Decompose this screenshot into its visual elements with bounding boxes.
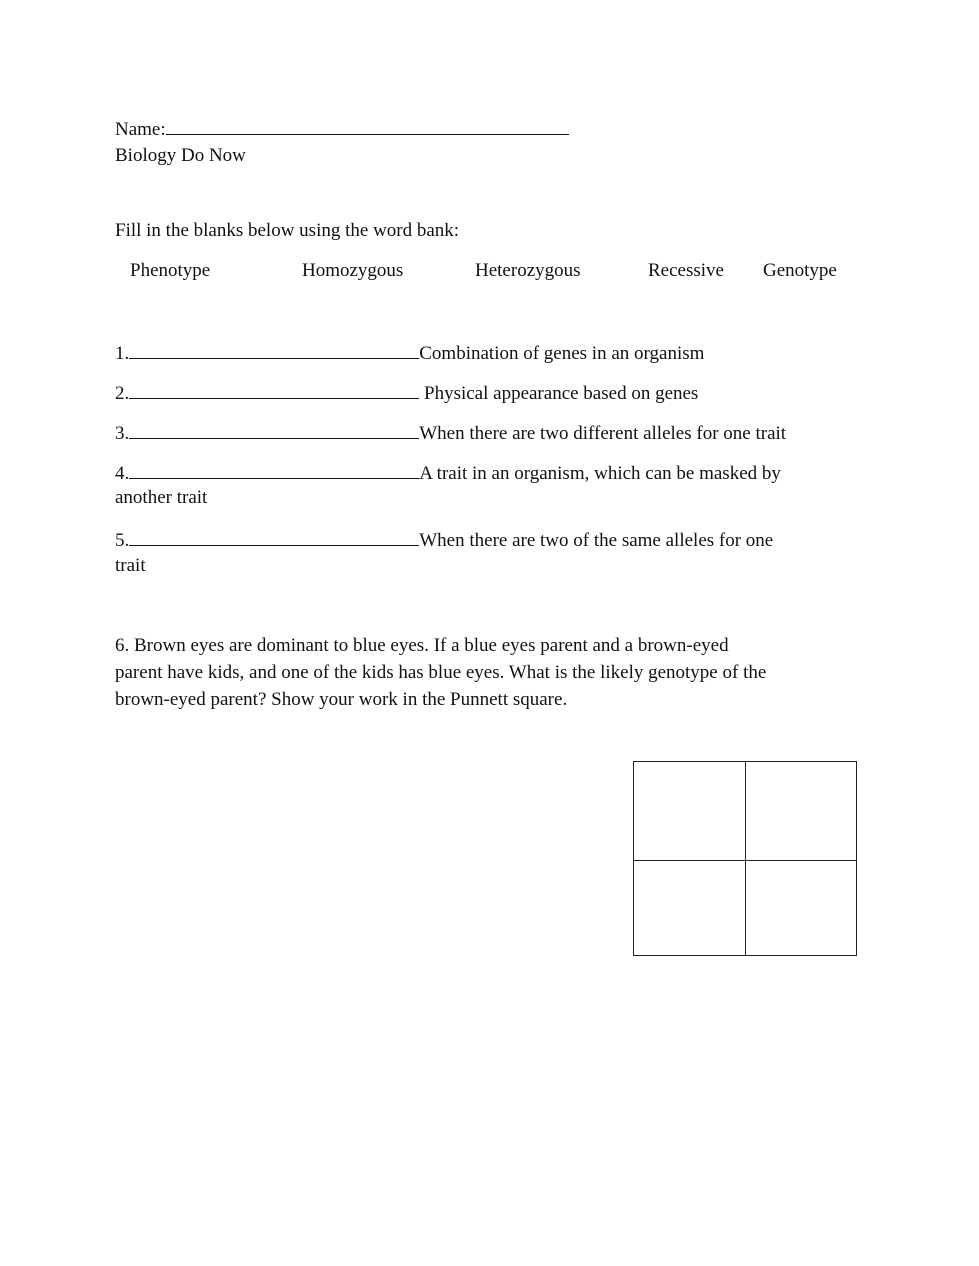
question-number: 4. [115,463,130,484]
punnett-cell[interactable] [746,861,857,959]
punnett-cell[interactable] [634,861,745,959]
question-text: When there are two of the same alleles for one [419,530,774,551]
question-number: 5. [115,530,130,551]
name-blank[interactable] [166,117,569,135]
answer-blank[interactable] [129,421,419,439]
word-bank-item: Genotype [763,260,837,281]
question-text: A trait in an organism, which can be masked by [419,463,781,484]
answer-blank[interactable] [129,528,419,546]
punnett-cell[interactable] [746,762,857,860]
word-bank-item: Phenotype [130,260,211,281]
question-6-line-2: parent have kids, and one of the kids has blue eyes. What is the likely genotype of the [115,662,767,683]
word-bank-item: Recessive [648,260,724,281]
question-4-continuation: another trait [115,487,208,508]
word-bank-item: Homozygous [302,260,404,281]
question-number: 2. [115,383,130,404]
word-bank-item: Heterozygous [475,260,581,281]
instructions: Fill in the blanks below using the word bank: [115,220,460,241]
worksheet-subtitle: Biology Do Now [115,145,246,166]
question-number: 1. [115,343,130,364]
question-2 [115,381,698,403]
question-6-line-3: brown-eyed parent? Show your work in the Punnett square. [115,689,568,710]
question-5 [115,528,773,550]
question-6-line-1: 6. Brown eyes are dominant to blue eyes. If a blue eyes parent and a brown-eyed [115,635,729,656]
question-text: Physical appearance based on genes [419,383,699,404]
question-3 [115,421,786,443]
question-text: Combination of genes in an organism [419,343,705,364]
answer-blank[interactable] [129,341,419,359]
name-label: Name: [115,119,166,140]
question-4 [115,461,781,483]
question-5-continuation: trait [115,555,146,576]
punnett-cell[interactable] [634,762,745,860]
question-text: When there are two different alleles for one trait [419,423,787,444]
punnett-square [633,761,857,956]
question-number: 3. [115,423,130,444]
question-1 [115,341,704,363]
answer-blank[interactable] [129,461,419,479]
name-line [115,117,569,139]
answer-blank[interactable] [129,381,419,399]
